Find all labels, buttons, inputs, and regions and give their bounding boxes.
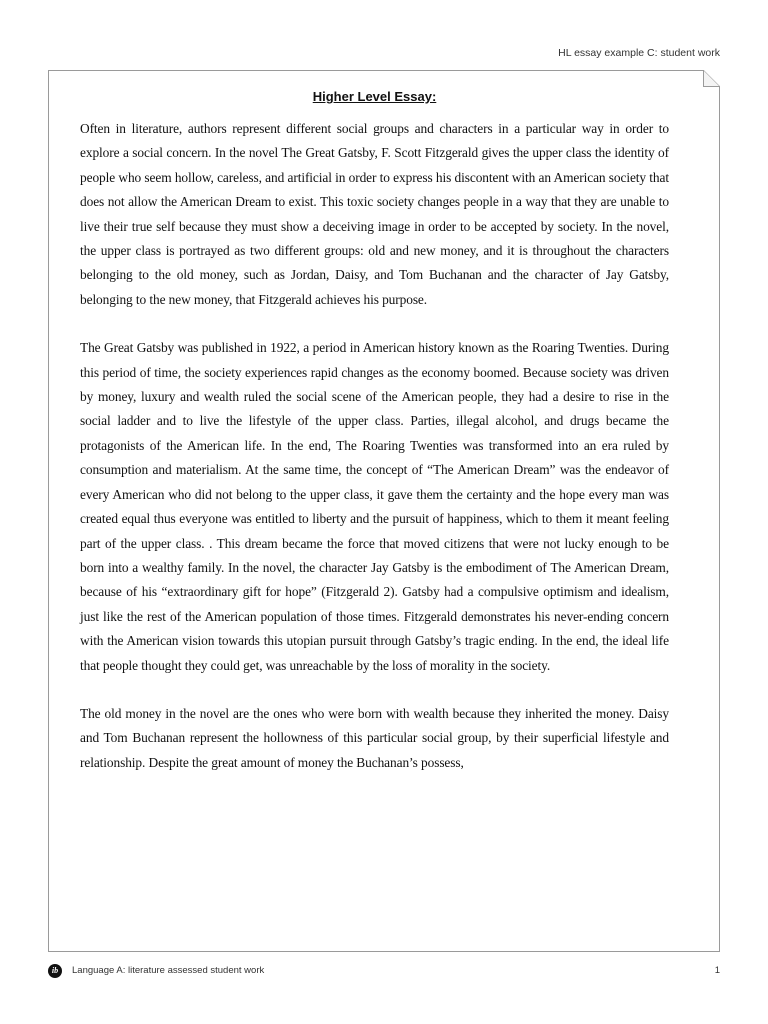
page-frame-right-edge (719, 86, 720, 952)
footer-text: Language A: literature assessed student work (72, 965, 265, 976)
page-footer (48, 962, 720, 980)
running-header: HL essay example C: student work (558, 47, 720, 59)
page-frame-top-edge (48, 70, 704, 71)
essay-title: Higher Level Essay: (312, 89, 437, 104)
folded-corner-icon (703, 70, 720, 87)
essay-paragraph-1: Often in literature, authors represent different social groups and characters in a particular way in order to explore a social concern. In the novel The Great Gatsby, F. Scott Fitzgerald gives the upper class the identity of people who seem hollow, careless, and artificial in order to express his discontent with an American society that does not allow the American Dream to exist. This toxic society changes people in a way that they are unable to live their true self because they must show a deceiving image in order to be accepted by society. In the novel, the upper class is portrayed as two different groups: old and new money, and it is throughout the characters belonging to the old money, such as Jordan, Daisy, and Tom Buchanan and the character of Jay Gatsby, belonging to the new money, that Fitzgerald achieves his purpose. (80, 121, 669, 307)
page-number: 1 (714, 965, 720, 976)
essay-paragraph-3: The old money in the novel are the ones who were born with wealth because they inherited the money. Daisy and Tom Buchanan represent the hollowness of this particular social group, by their superficial lifestyle and relationship. Despite the great amount of money the Buchanan’s possess, (80, 705, 669, 770)
ib-logo-icon: ib (48, 964, 62, 978)
essay-body (80, 89, 669, 799)
essay-paragraph-2: The Great Gatsby was published in 1922, a period in American history known as the Roaring Twenties. During this period of time, the society experiences rapid changes as the economy boomed. Because society was driven by money, luxury and wealth ruled the social scene of the American people, they had a desire to rise in the social ladder and to live the lifestyle of the upper class. Parties, illegal alcohol, and drugs became the protagonists of the American life. In the end, The Roaring Twenties was transformed into an era ruled by consumption and materialism. At the same time, the concept of “The American Dream” was the endeavor of every American who did not belong to the upper class, it gave them the certainty and the hope every man was created equal thus everyone was entitled to liberty and the pursuit of happiness, which to them it meant feeling part of the upper class. . This dream became the force that moved citizens that were not lucky enough to be born into a wealthy family. In the novel, the character Jay Gatsby is the embodiment of The American Dream, because of his “extraordinary gift for hope” (Fitzgerald 2). Gatsby had a compulsive optimism and idealism, just like the rest of the American population of those times. Fitzgerald demonstrates his never-ending concern with the American vision towards this utopian pursuit through Gatsby’s tragic ending. In the end, the ideal life that people thought they could get, was unreachable by the loss of morality in the society. (80, 340, 669, 673)
